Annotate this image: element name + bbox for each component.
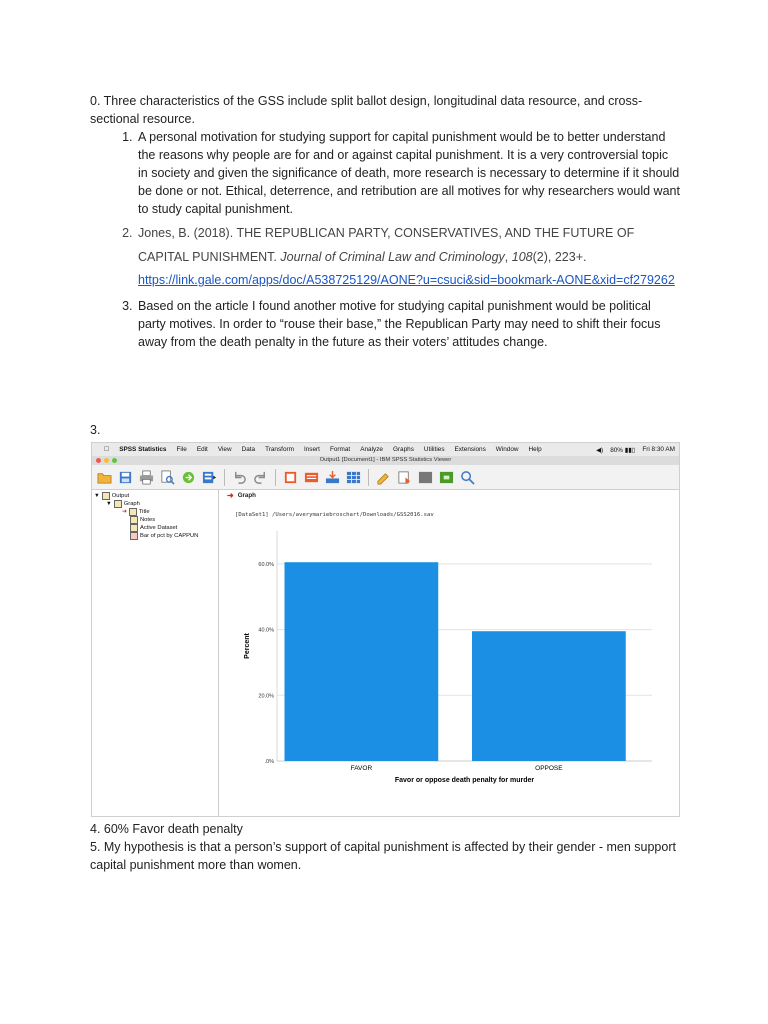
bar-favor[interactable]	[285, 562, 439, 761]
battery-indicator[interactable]: 80% ▮▮▯	[610, 446, 636, 454]
x-axis-label: Favor or oppose death penalty for murder	[394, 777, 535, 784]
menubar-status	[596, 446, 679, 454]
reference-text: Jones, B. (2018). THE REPUBLICAN PARTY, CONSERVATIVES, AND THE FUTURE OF CAPITAL PUNISHMENT.	[138, 226, 635, 264]
menu-help[interactable]: Help	[523, 446, 537, 453]
menu-insert[interactable]: Insert	[298, 446, 315, 453]
output-pane	[222, 490, 679, 816]
journal-issue: (2), 223+.	[532, 249, 587, 264]
x-tick-label: OPPOSE	[535, 765, 563, 772]
journal-title: Journal of Criminal Law and Criminology	[280, 249, 505, 264]
collapse-icon[interactable]	[417, 469, 434, 486]
notes-icon	[130, 516, 138, 524]
y-tick-label: 20.0%	[258, 693, 274, 700]
title-icon	[129, 508, 137, 516]
output-book-icon	[102, 492, 110, 500]
current-item-arrow-icon: ➜	[227, 491, 234, 500]
menu-data[interactable]: Data	[236, 446, 250, 453]
viewer-toolbar	[92, 465, 679, 490]
answer-4: 4. 60% Favor death penalty	[90, 822, 243, 836]
outline-title[interactable]: ➜ Title	[122, 509, 150, 515]
mac-menubar	[92, 443, 679, 456]
goto-data-icon[interactable]	[282, 469, 299, 486]
menu-file[interactable]: File	[171, 446, 182, 453]
open-icon[interactable]	[96, 469, 113, 486]
x-tick-label: FAVOR	[350, 765, 373, 772]
minimize-window-button[interactable]	[104, 458, 109, 463]
y-tick-label: .0%	[264, 759, 274, 765]
menu-format[interactable]: Format	[324, 446, 345, 453]
outline-bar-chart[interactable]: Bar of pct by CAPPUN	[94, 532, 218, 540]
graph-book-icon	[114, 500, 122, 508]
answer-0: 0. Three characteristics of the GSS include split ballot design, longitudinal data resource, and cross-sectional resource.	[90, 94, 643, 126]
goto-case-icon[interactable]	[303, 469, 320, 486]
menu-utilities[interactable]: Utilities	[418, 446, 440, 453]
redo-icon[interactable]	[252, 469, 269, 486]
dataset-icon	[130, 524, 138, 532]
print-preview-icon[interactable]	[159, 469, 176, 486]
undo-icon[interactable]	[231, 469, 248, 486]
toolbar-divider	[275, 469, 276, 486]
recall-dialog-icon[interactable]	[201, 469, 218, 486]
y-tick-label: 60.0%	[258, 561, 274, 568]
bar-chart[interactable]	[222, 525, 677, 817]
window-controls	[96, 458, 117, 463]
disclosure-down-icon[interactable]: ▼	[94, 493, 100, 499]
answer-3: 3. Based on the article I found another motive for studying capital punishment would be political party motives. In order to “rouse their base,” the Republican Party may need to shift their focus away from the death penalty in the future as their voters’ attitudes change.	[136, 297, 680, 351]
clock[interactable]: Fri 8:30 AM	[642, 445, 675, 453]
menu-view[interactable]: View	[212, 446, 227, 453]
menu-edit[interactable]: Edit	[191, 446, 203, 453]
section-3-label: 3.	[90, 423, 101, 437]
variables-icon[interactable]	[345, 469, 362, 486]
zoom-window-button[interactable]	[112, 458, 117, 463]
menu-graphs[interactable]: Graphs	[387, 446, 409, 453]
outline-active-dataset[interactable]: Active Dataset	[94, 524, 218, 532]
menu-extensions[interactable]: Extensions	[449, 446, 481, 453]
menu-app[interactable]: SPSS Statistics	[114, 446, 162, 453]
toolbar-divider	[224, 469, 225, 486]
search-icon[interactable]	[459, 469, 476, 486]
answer-1: 1. A personal motivation for studying support for capital punishment would be to better understand the reasons why people are for and or against capital punishment. It is a very controversial topic in society and given the significance of death, more research is necessary to determine if it should be done or not. Ethical, deterrence, and retribution are all motives for why researchers would want to study capital punishment.	[136, 128, 680, 218]
apple-icon[interactable]	[104, 446, 109, 453]
close-window-button[interactable]	[96, 458, 101, 463]
print-icon[interactable]	[138, 469, 155, 486]
document-body	[90, 92, 680, 355]
dataset-path: [DataSet1] /Users/averymariebroschart/Downloads/GSS2016.sav	[235, 512, 434, 518]
viewer-panes	[92, 490, 679, 816]
outline-output[interactable]: ▼ Output	[94, 493, 130, 499]
insert-output-icon[interactable]	[396, 469, 413, 486]
reference-link[interactable]: https://link.gale.com/apps/doc/A538725129/AONE?u=csuci&sid=bookmark-AONE&xid=cf279262	[138, 273, 675, 287]
volume-icon[interactable]: ◀)	[596, 446, 604, 454]
outline-pane	[92, 490, 219, 816]
y-axis-label: Percent	[244, 633, 251, 659]
answer-5: 5. My hypothesis is that a person’s support of capital punishment is affected by their gender - men support capital punishment more than women.	[90, 840, 676, 872]
reference-sep: ,	[504, 249, 512, 264]
window-titlebar	[92, 456, 679, 465]
answer-2-reference	[136, 222, 680, 293]
disclosure-down-icon[interactable]: ▼	[106, 501, 112, 507]
menu-analyze[interactable]: Analyze	[354, 446, 378, 453]
export-icon[interactable]	[180, 469, 197, 486]
outline-graph[interactable]: ▼ Graph	[106, 501, 140, 507]
menu-transform[interactable]: Transform	[259, 446, 289, 453]
outline-notes[interactable]: Notes	[94, 516, 218, 524]
menu-window[interactable]: Window	[490, 446, 514, 453]
current-item-arrow-icon: ➜	[122, 509, 127, 515]
y-tick-label: 40.0%	[258, 627, 274, 634]
chart-icon	[130, 532, 138, 540]
answer-list	[90, 128, 680, 351]
spss-screenshot	[91, 442, 680, 817]
toolbar-divider	[368, 469, 369, 486]
save-icon[interactable]	[117, 469, 134, 486]
graph-heading[interactable]: ➜ Graph	[227, 491, 256, 500]
bar-oppose[interactable]	[472, 631, 626, 761]
journal-volume: 108	[511, 249, 533, 264]
show-icon[interactable]	[438, 469, 455, 486]
goto-variable-icon[interactable]	[324, 469, 341, 486]
designate-window-icon[interactable]	[375, 469, 392, 486]
window-title: Output1 [Document1] - IBM SPSS Statistics Viewer	[319, 457, 452, 463]
closing-answers	[90, 820, 680, 874]
